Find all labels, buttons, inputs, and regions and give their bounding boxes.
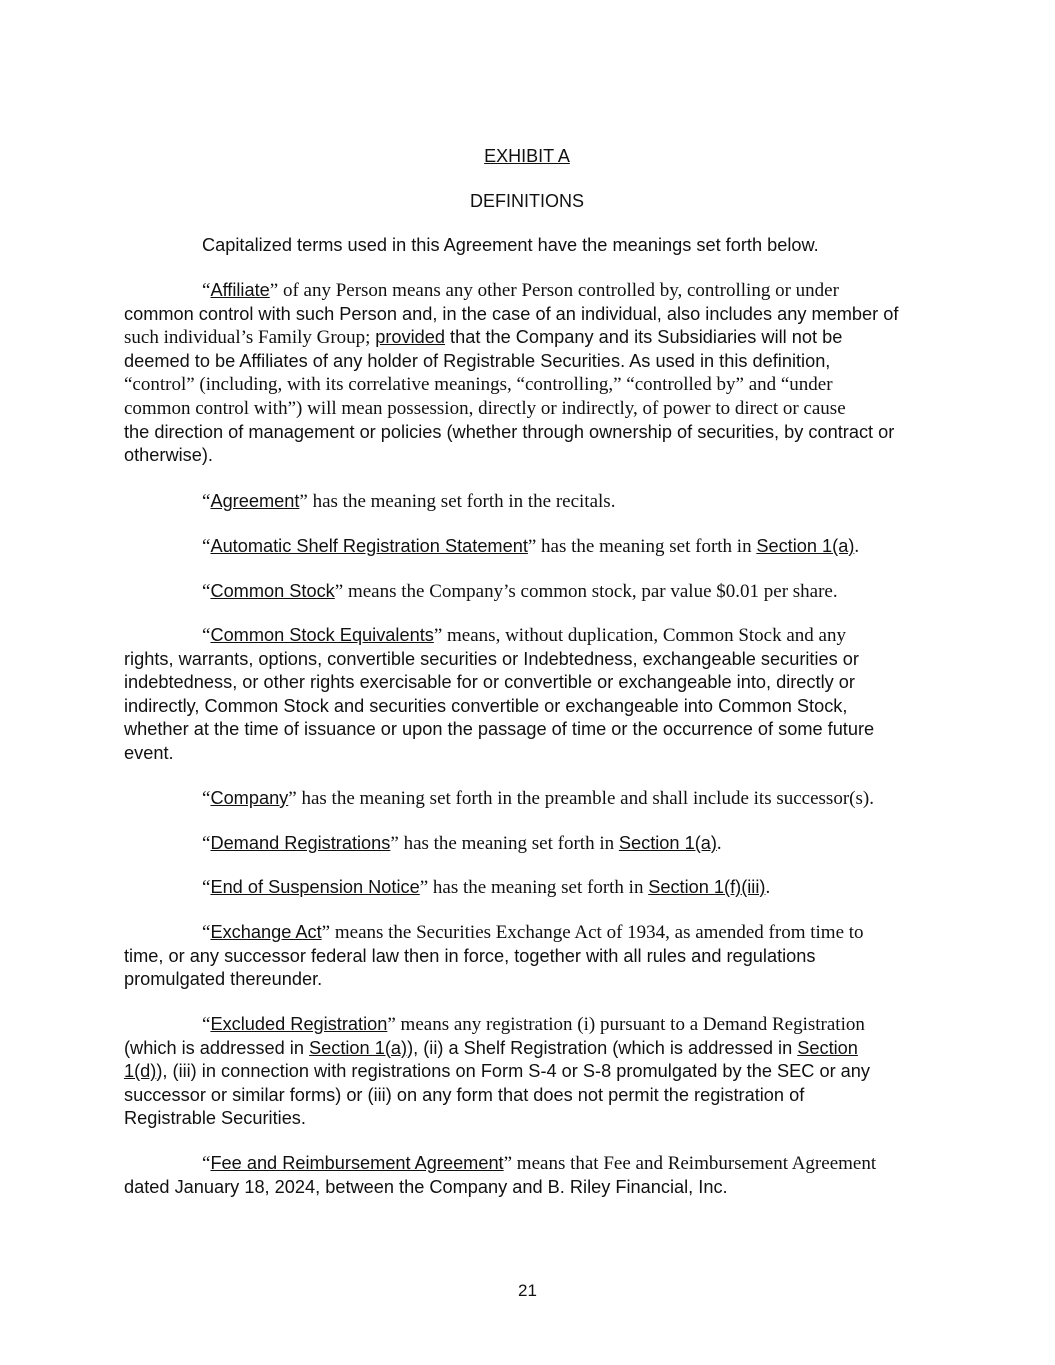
section-link: Section 1(f)(iii) xyxy=(648,877,766,897)
term-demand-registrations: Demand Registrations xyxy=(210,833,391,853)
definition-automatic-shelf: “Automatic Shelf Registration Statement” has the meaning set forth in Section 1(a). xyxy=(202,536,860,557)
section-link: Section 1(a) xyxy=(309,1037,408,1058)
section-title: DEFINITIONS xyxy=(469,191,584,211)
section-link: Section 1(a) xyxy=(618,833,717,853)
term-common-stock-equivalents: Common Stock Equivalents xyxy=(210,625,434,645)
section-link: 1(d) xyxy=(124,1061,157,1082)
page-number: 21 xyxy=(518,1281,537,1300)
term-common-stock: Common Stock xyxy=(210,581,335,601)
definition-end-of-suspension: “End of Suspension Notice” has the meaning set forth in Section 1(f)(iii). xyxy=(202,877,771,898)
term-company: Company xyxy=(210,788,289,808)
term-automatic-shelf: Automatic Shelf Registration Statement xyxy=(210,536,528,556)
definition-common-stock-equivalents: “Common Stock Equivalents” means, without duplication, Common Stock and any rights, warrants, options, convertible securities or Indebtedness, exchangeable securities or indebtedness, or other rights exercisable for or convertible or exchangeable into, directly or indirectly, Common Stock and securities convertible or exchangeable into Common Stock, whether at the time of issuance or upon the passage of time or the occurrence of some future event. xyxy=(124,625,875,763)
exhibit-title: EXHIBIT A xyxy=(484,146,570,166)
definition-exchange-act: “Exchange Act” means the Securities Exchange Act of 1934, as amended from time to time, or any successor federal law then in force, together with all rules and regulations promulgated thereunder. xyxy=(124,922,864,990)
section-link: Section 1(a) xyxy=(756,536,855,556)
term-end-of-suspension: End of Suspension Notice xyxy=(210,877,420,897)
term-affiliate: Affiliate xyxy=(210,280,270,300)
definition-demand-registrations: “Demand Registrations” has the meaning set forth in Section 1(a). xyxy=(202,833,722,854)
term-exchange-act: Exchange Act xyxy=(210,922,322,942)
definition-affiliate: “Affiliate” of any Person means any other Person controlled by, controlling or under common control with such Person and, in the case of an individual, also includes any member of such individual’s Family Group; provided that the Company and its Subsidiaries will not be deemed to be Affiliates of any holder of Registrable Securities. As used in this definition, “control” (including, with its correlative meanings, “controlling,” “controlled by” and “under common control with”) will mean possession, directly or indirectly, of power to direct or cause the direction of management or policies (whether through ownership of securities, by contract or otherwise). xyxy=(124,280,899,466)
definition-common-stock: “Common Stock” means the Company’s common stock, par value $0.01 per share. xyxy=(202,581,838,602)
intro-text: Capitalized terms used in this Agreement have the meanings set forth below. xyxy=(202,235,819,255)
intro-paragraph xyxy=(124,234,930,258)
term-agreement: Agreement xyxy=(210,491,300,511)
definition-company: “Company” has the meaning set forth in the preamble and shall include its successor(s). xyxy=(202,788,874,809)
term-excluded-registration: Excluded Registration xyxy=(210,1014,388,1034)
section-link: Section xyxy=(797,1037,858,1058)
definition-excluded-registration: “Excluded Registration” means any registration (i) pursuant to a Demand Registration (which is addressed in Section 1(a)), (ii) a Shelf Registration (which is addressed in Section 1(d)), (iii) in connection with registrations on Form S-4 or S-8 promulgated by the SEC or any successor or similar forms) or (iii) on any form that does not permit the registration of Registrable Securities. xyxy=(124,1014,870,1129)
term-fee-agreement: Fee and Reimbursement Agreement xyxy=(210,1153,504,1173)
definition-fee-agreement: “Fee and Reimbursement Agreement” means that Fee and Reimbursement Agreement dated January 18, 2024, between the Company and B. Riley Financial, Inc. xyxy=(124,1153,877,1197)
definition-agreement: “Agreement” has the meaning set forth in the recitals. xyxy=(202,491,616,512)
